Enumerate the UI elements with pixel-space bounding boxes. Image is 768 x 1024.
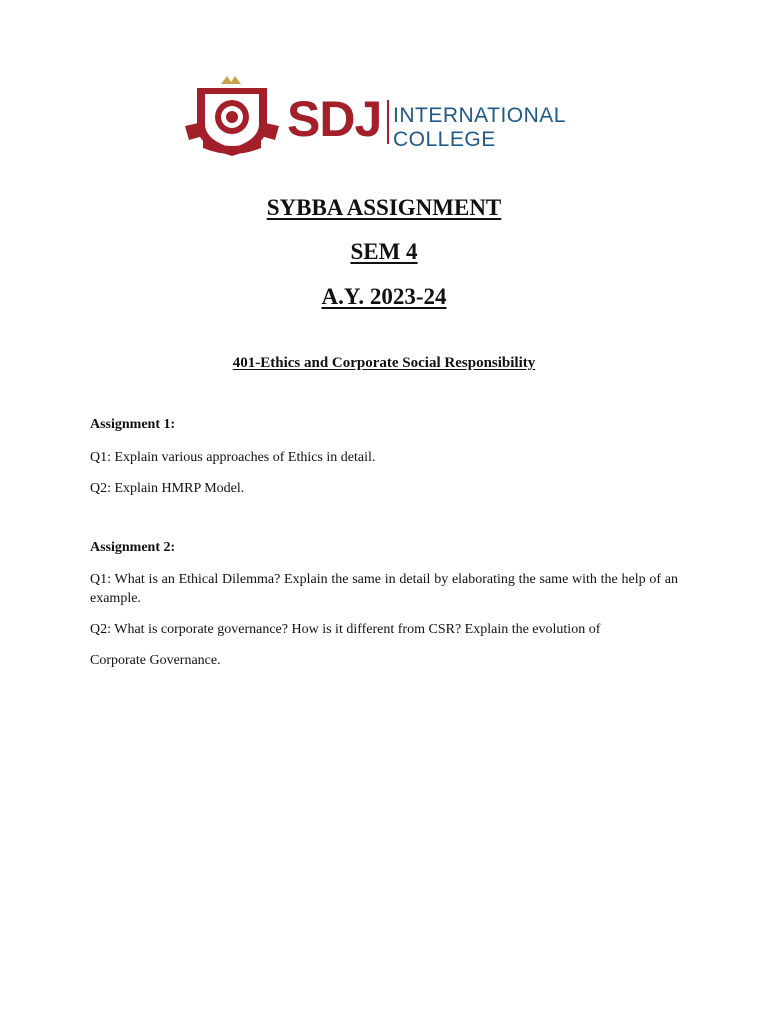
logo-line1-text: INTERNATIONAL — [393, 104, 566, 127]
assignment-1-question-2: Q2: Explain HMRP Model. — [90, 481, 245, 496]
assignment-2-title: Assignment 2: — [90, 540, 176, 555]
college-seal-icon — [185, 76, 279, 156]
college-logo — [183, 74, 588, 160]
subject-heading: 401-Ethics and Corporate Social Responsibility — [232, 355, 536, 371]
logo-line2-text: COLLEGE — [393, 128, 496, 151]
assignment-1-question-1: Q1: Explain various approaches of Ethics in detail. — [90, 450, 376, 465]
academic-year-heading: A.Y. 2023-24 — [321, 284, 447, 309]
assignment-1-title: Assignment 1: — [90, 417, 176, 432]
assignment-2-question-2-continued: Corporate Governance. — [90, 653, 221, 668]
logo-brand-text: SDJ — [287, 91, 382, 147]
semester-heading: SEM 4 — [350, 239, 418, 264]
assignment-2-question-1: Q1: What is an Ethical Dilemma? Explain the same in detail by elaborating the same with the help of an example. — [90, 572, 678, 606]
assignment-title: SYBBA ASSIGNMENT — [266, 195, 502, 220]
assignment-2-question-2: Q2: What is corporate governance? How is it different from CSR? Explain the evolution of — [90, 622, 601, 637]
